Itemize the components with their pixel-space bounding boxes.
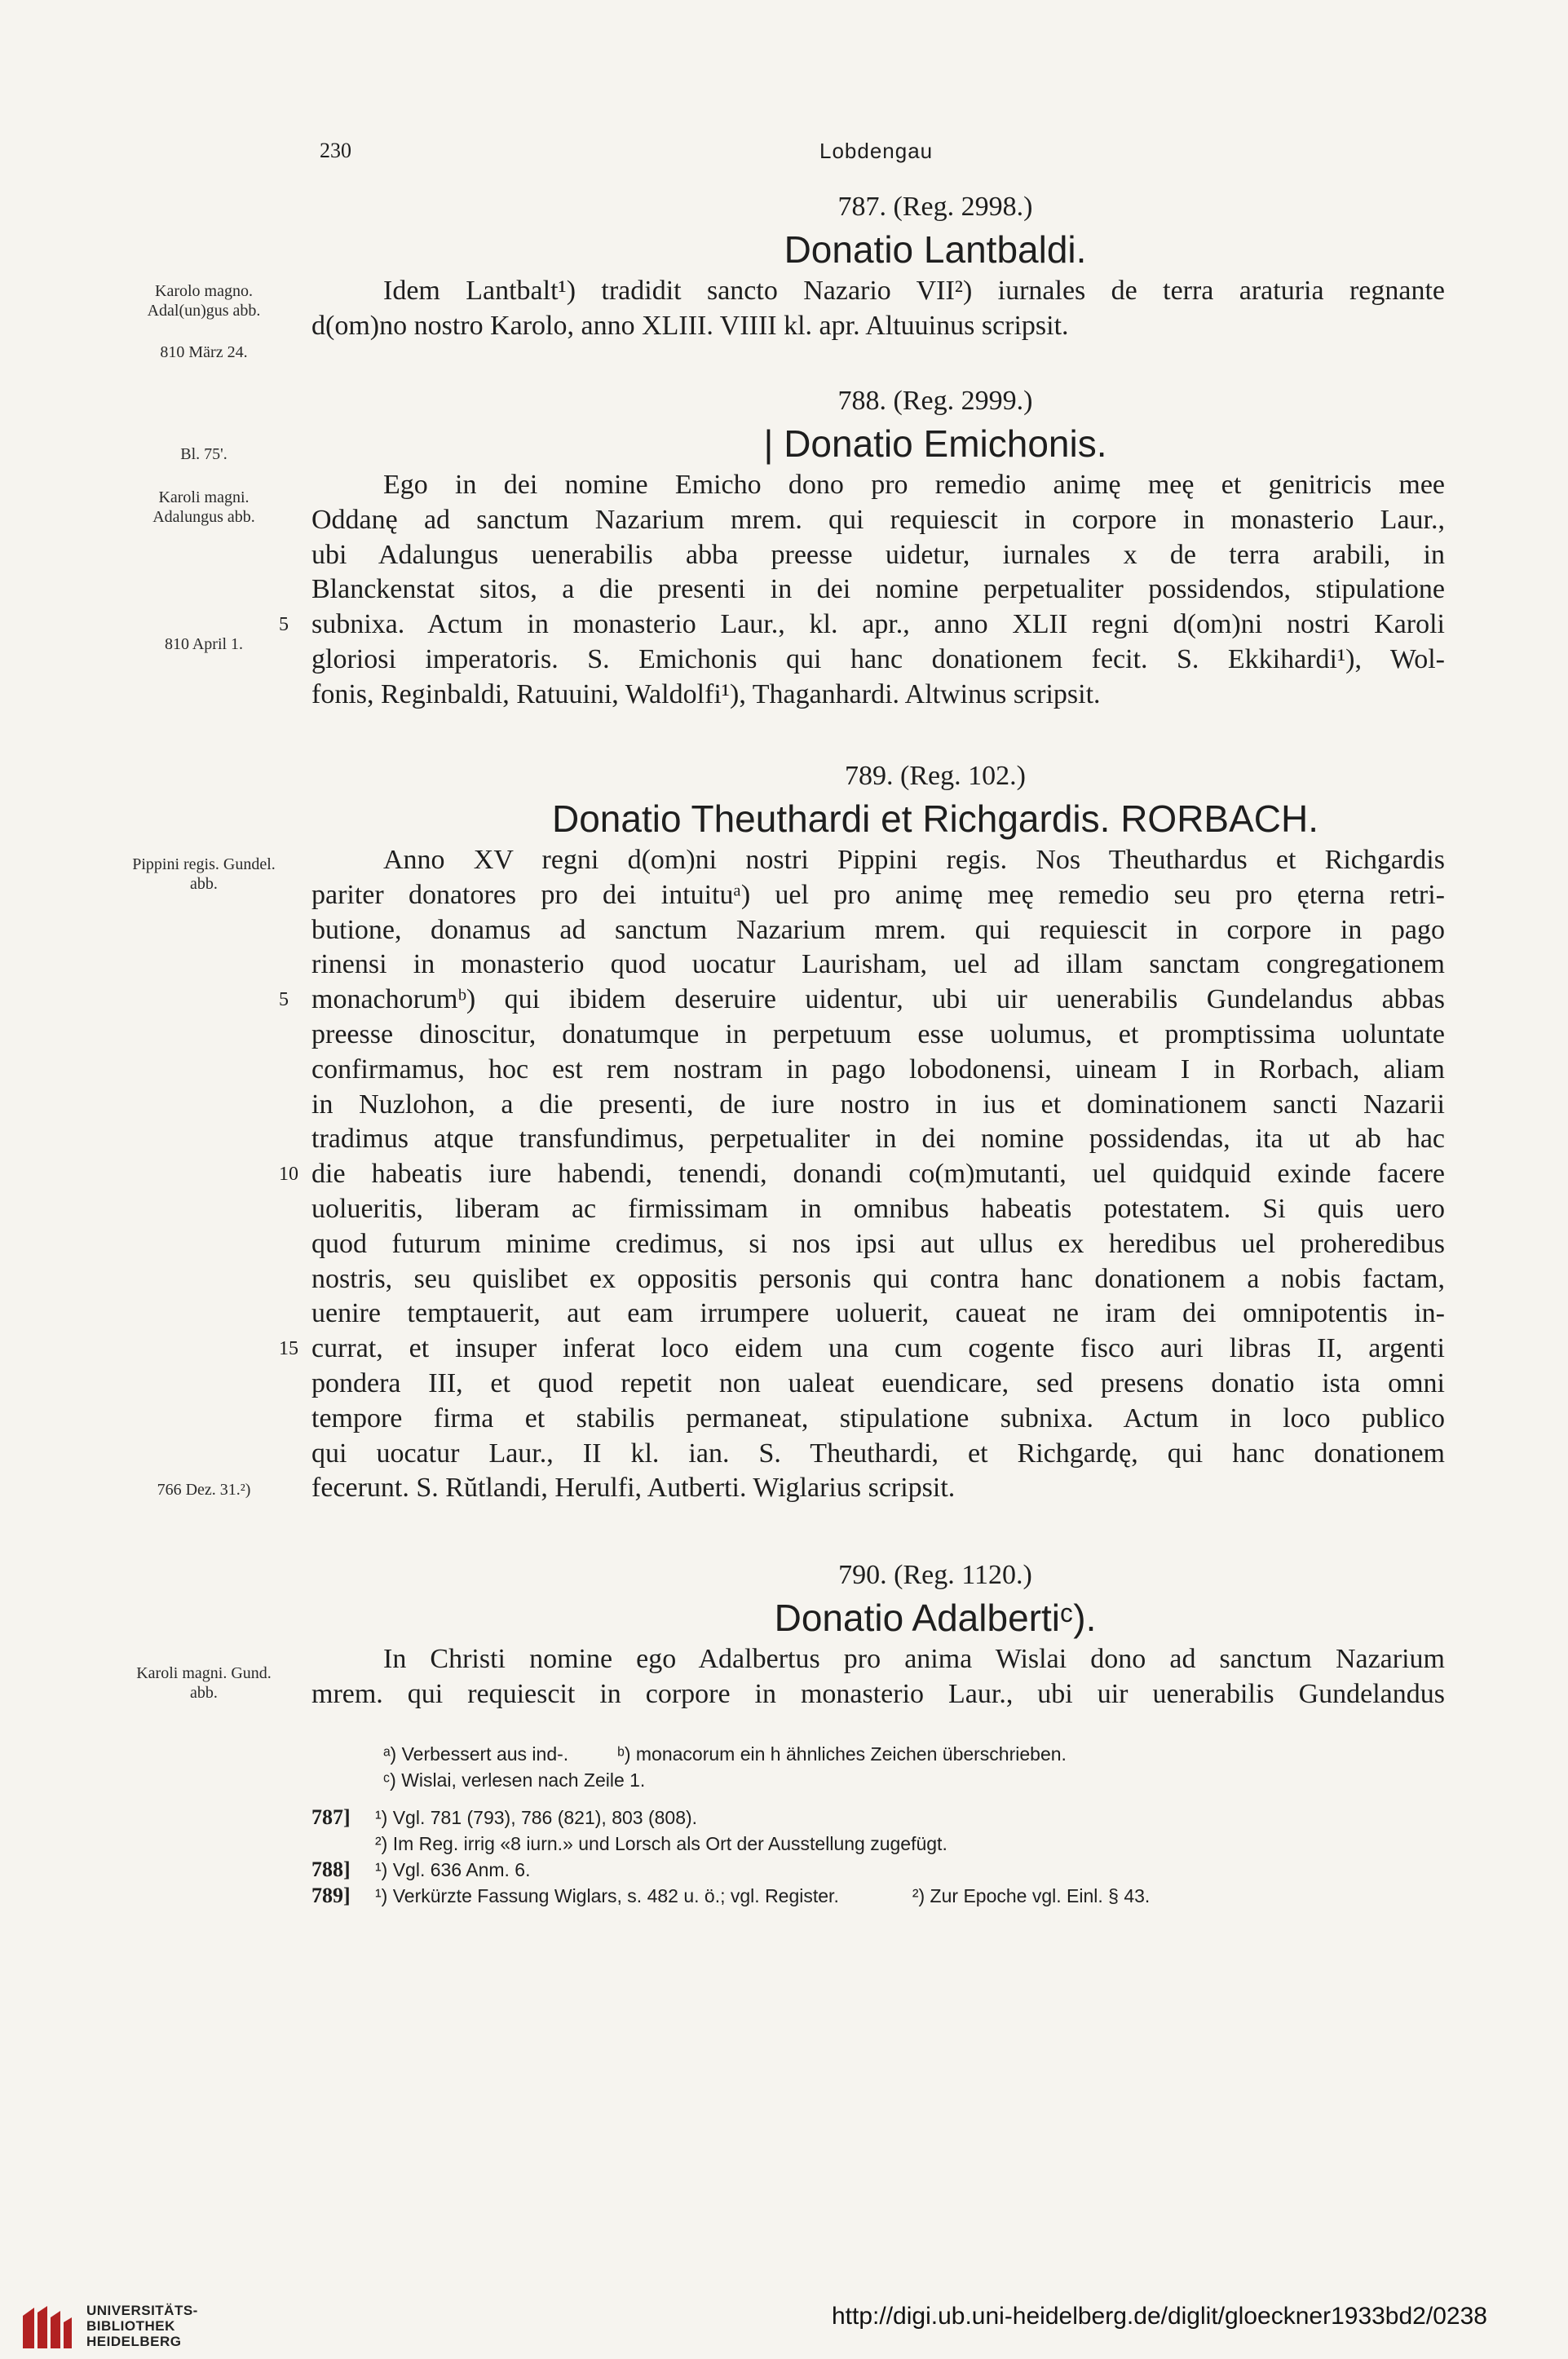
entry-number: 790. (Reg. 1120.) — [838, 1560, 1032, 1590]
library-name-line: UNIVERSITÄTS- — [86, 2303, 198, 2318]
footnote-788 — [311, 1857, 1445, 1883]
text-line-content: subnixa. Actum in monasterio Laur., kl. apr., anno XLII regni d(om)ni nostri Karoli — [311, 609, 1445, 640]
text-line: preesse dinoscitur, donatumque in perpetuum esse uolumus, et promptissima uoluntate — [311, 1018, 1445, 1049]
footnote-787 — [311, 1805, 1445, 1831]
footnote-text: ²) Zur Epoche vgl. Einl. § 43. — [912, 1885, 1151, 1906]
entry-title: Donatio Lantbaldi. — [784, 228, 1087, 271]
text-line: d(om)no nostro Karolo, anno XLIII. VIIII kl. apr. Altuuinus scripsit. — [311, 310, 1069, 341]
entry-number: 788. (Reg. 2999.) — [837, 386, 1033, 416]
text-line: Anno XV regni d(om)ni nostri Pippini regis. Nos Theuthardus et Richgardis — [383, 845, 1445, 875]
footnote-787-2 — [311, 1831, 1445, 1857]
entry-790 — [311, 1557, 1445, 1712]
text-line — [279, 1157, 1445, 1192]
text-line: Blanckenstat sitos, a die presenti in dei nomine perpetualiter possidendos, stipulatione — [311, 574, 1445, 605]
text-line: uenire temptauerit, aut eam irrumpere uoluerit, caueat ne iram dei omnipotentis in- — [311, 1298, 1445, 1329]
library-name — [86, 2303, 198, 2349]
margin-note: 810 April 1. — [164, 635, 244, 653]
text-line: pondera III, et quod repetit non ualeat euendicare, sed presens donatio ista omni — [311, 1367, 1445, 1398]
page-footer — [0, 2251, 1568, 2359]
entry-number: 787. (Reg. 2998.) — [837, 192, 1033, 222]
footnote-a: ᵃ) Verbessert aus ind-. — [383, 1743, 569, 1765]
margin-note: Bl. 75'. — [180, 445, 227, 463]
text-line: tempore firma et stabilis permaneat, stipulatione subnixa. Actum in loco publico — [311, 1403, 1445, 1434]
entry-789 — [279, 758, 1445, 1506]
text-line — [279, 1332, 1445, 1367]
text-line-content: die habeatis iure habendi, tenendi, donandi co(m)mutanti, uel quidquid exinde facere — [311, 1159, 1445, 1190]
text-line: rinensi in monasterio quod uocatur Laurisham, uel ad illam sanctam congregationem — [311, 949, 1445, 980]
entry-787 — [311, 189, 1445, 344]
margin-note: Pippini regis. Gundel. abb. — [132, 855, 276, 893]
text-line: fonis, Reginbaldi, Ratuuini, Waldolfi¹), Thaganhardi. Altwinus scripsit. — [311, 678, 1101, 709]
text-line: qui uocatur Laur., II kl. ian. S. Theuthardi, et Richgardę, qui hanc donationem — [311, 1438, 1445, 1469]
text-line: in Nuzlohon, a die presenti, de iure nostro in ius et dominationem sancti Nazarii — [311, 1089, 1445, 1120]
margin-note: 810 März 24. — [160, 343, 248, 361]
library-name-line: HEIDELBERG — [86, 2334, 182, 2349]
entry-text — [279, 468, 1445, 713]
footnote-text: ¹) Verkürzte Fassung Wiglars, s. 482 u. ö.; vgl. Register. — [375, 1885, 839, 1906]
footnote-ref: 788] — [311, 1858, 351, 1881]
margin-note: Karolo magno. Adal(un)gus abb. — [147, 282, 261, 320]
library-name-line: BIBLIOTHEK — [86, 2318, 175, 2334]
entry-text — [311, 274, 1445, 344]
text-line: Idem Lantbalt¹) tradidit sancto Nazario VII²) iurnales de terra araturia regnante — [383, 276, 1445, 306]
text-line: quod futurum minime credimus, si nos ipsi aut ullus ex heredibus uel proheredibus — [311, 1228, 1445, 1259]
entry-title: | Donatio Emichonis. — [763, 422, 1107, 465]
text-line: mrem. qui requiescit in corpore in monasterio Laur., ubi uir uenerabilis Gundelandus — [311, 1678, 1445, 1709]
footnote — [311, 1741, 1445, 1767]
text-line: gloriosi imperatoris. S. Emichonis qui hanc donationem fecit. S. Ekkihardi¹), Wol- — [311, 643, 1445, 674]
text-line-content: monachorumᵇ) qui ibidem deseruire uidentur, ubi uir uenerabilis Gundelandus abbas — [311, 984, 1445, 1015]
text-line: Ego in dei nomine Emicho dono pro remedio animę meę et genitricis mee — [383, 470, 1445, 500]
text-line: ubi Adalungus uenerabilis abba preesse uidetur, iurnales x de terra arabili, in — [311, 539, 1445, 570]
text-line-content: currat, et insuper inferat loco eidem una cum cogente fisco auri libras II, argenti — [311, 1333, 1445, 1364]
text-line: confirmamus, hoc est rem nostram in pago lobodonensi, uineam I in Rorbach, aliam — [311, 1054, 1445, 1085]
text-line: In Christi nomine ego Adalbertus pro anima Wislai dono ad sanctum Nazarium — [383, 1644, 1445, 1674]
entry-788 — [279, 383, 1445, 713]
entry-title: Donatio Theuthardi et Richgardis. RORBACH. — [551, 797, 1318, 840]
page-number: 230 — [320, 139, 351, 162]
margin-note: Karoli magni. Adalungus abb. — [152, 488, 255, 526]
text-line — [279, 607, 1445, 643]
text-line — [279, 983, 1445, 1018]
entry-number: 789. (Reg. 102.) — [845, 761, 1026, 791]
margin-note: Karoli magni. Gund. abb. — [136, 1664, 272, 1702]
margin-note: 766 Dez. 31.²) — [157, 1481, 251, 1499]
footnote-789 — [311, 1883, 1445, 1909]
footnotes — [311, 1741, 1445, 1909]
text-line: pariter donatores pro dei intuituᵃ) uel pro animę meę remedio seu pro ęterna retri- — [311, 879, 1445, 910]
source-url[interactable]: http://digi.ub.uni-heidelberg.de/diglit/gloeckner1933bd2/0238 — [832, 2303, 1487, 2330]
line-number: 10 — [279, 1164, 298, 1186]
entry-text — [311, 1642, 1445, 1712]
text-line: tradimus atque transfundimus, perpetualiter in dei nomine possidendas, ita ut ab hac — [311, 1124, 1445, 1155]
footnote-ref: 789] — [311, 1884, 351, 1907]
line-number: 15 — [279, 1338, 298, 1360]
footnote-b: ᵇ) monacorum ein h ähnliches Zeichen überschrieben. — [617, 1743, 1067, 1765]
footnote-ref: 787] — [311, 1805, 351, 1829]
footnote-c: ᶜ) Wislai, verlesen nach Zeile 1. — [383, 1769, 646, 1791]
footnote-text: ¹) Vgl. 636 Anm. 6. — [375, 1859, 531, 1880]
text-line: nostris, seu quislibet ex oppositis personis qui contra hanc donationem a nobis factam, — [311, 1263, 1445, 1294]
text-line: Oddanę ad sanctum Nazarium mrem. qui requiescit in corpore in monasterio Laur., — [311, 504, 1445, 535]
running-title: Lobdengau — [819, 139, 934, 163]
entry-title: Donatio Adalbertiᶜ). — [774, 1597, 1097, 1639]
page-header — [0, 139, 1568, 171]
footnote-text: ²) Im Reg. irrig «8 iurn.» und Lorsch als Ort der Ausstellung zugefügt. — [375, 1833, 947, 1854]
footnote-text: ¹) Vgl. 781 (793), 786 (821), 803 (808). — [375, 1807, 698, 1828]
text-line: fecerunt. S. Rŭtlandi, Herulfi, Autberti. Wiglarius scripsit. — [311, 1473, 956, 1504]
text-line: butione, donamus ad sanctum Nazarium mrem. qui requiescit in corpore in pago — [311, 914, 1445, 945]
text-line: uolueritis, liberam ac firmissimam in omnibus habeatis potestatem. Si quis uero — [311, 1193, 1445, 1224]
university-library-heidelberg-logo — [18, 2299, 75, 2357]
line-number: 5 — [279, 614, 289, 636]
line-number: 5 — [279, 989, 289, 1011]
entry-text — [279, 843, 1445, 1506]
